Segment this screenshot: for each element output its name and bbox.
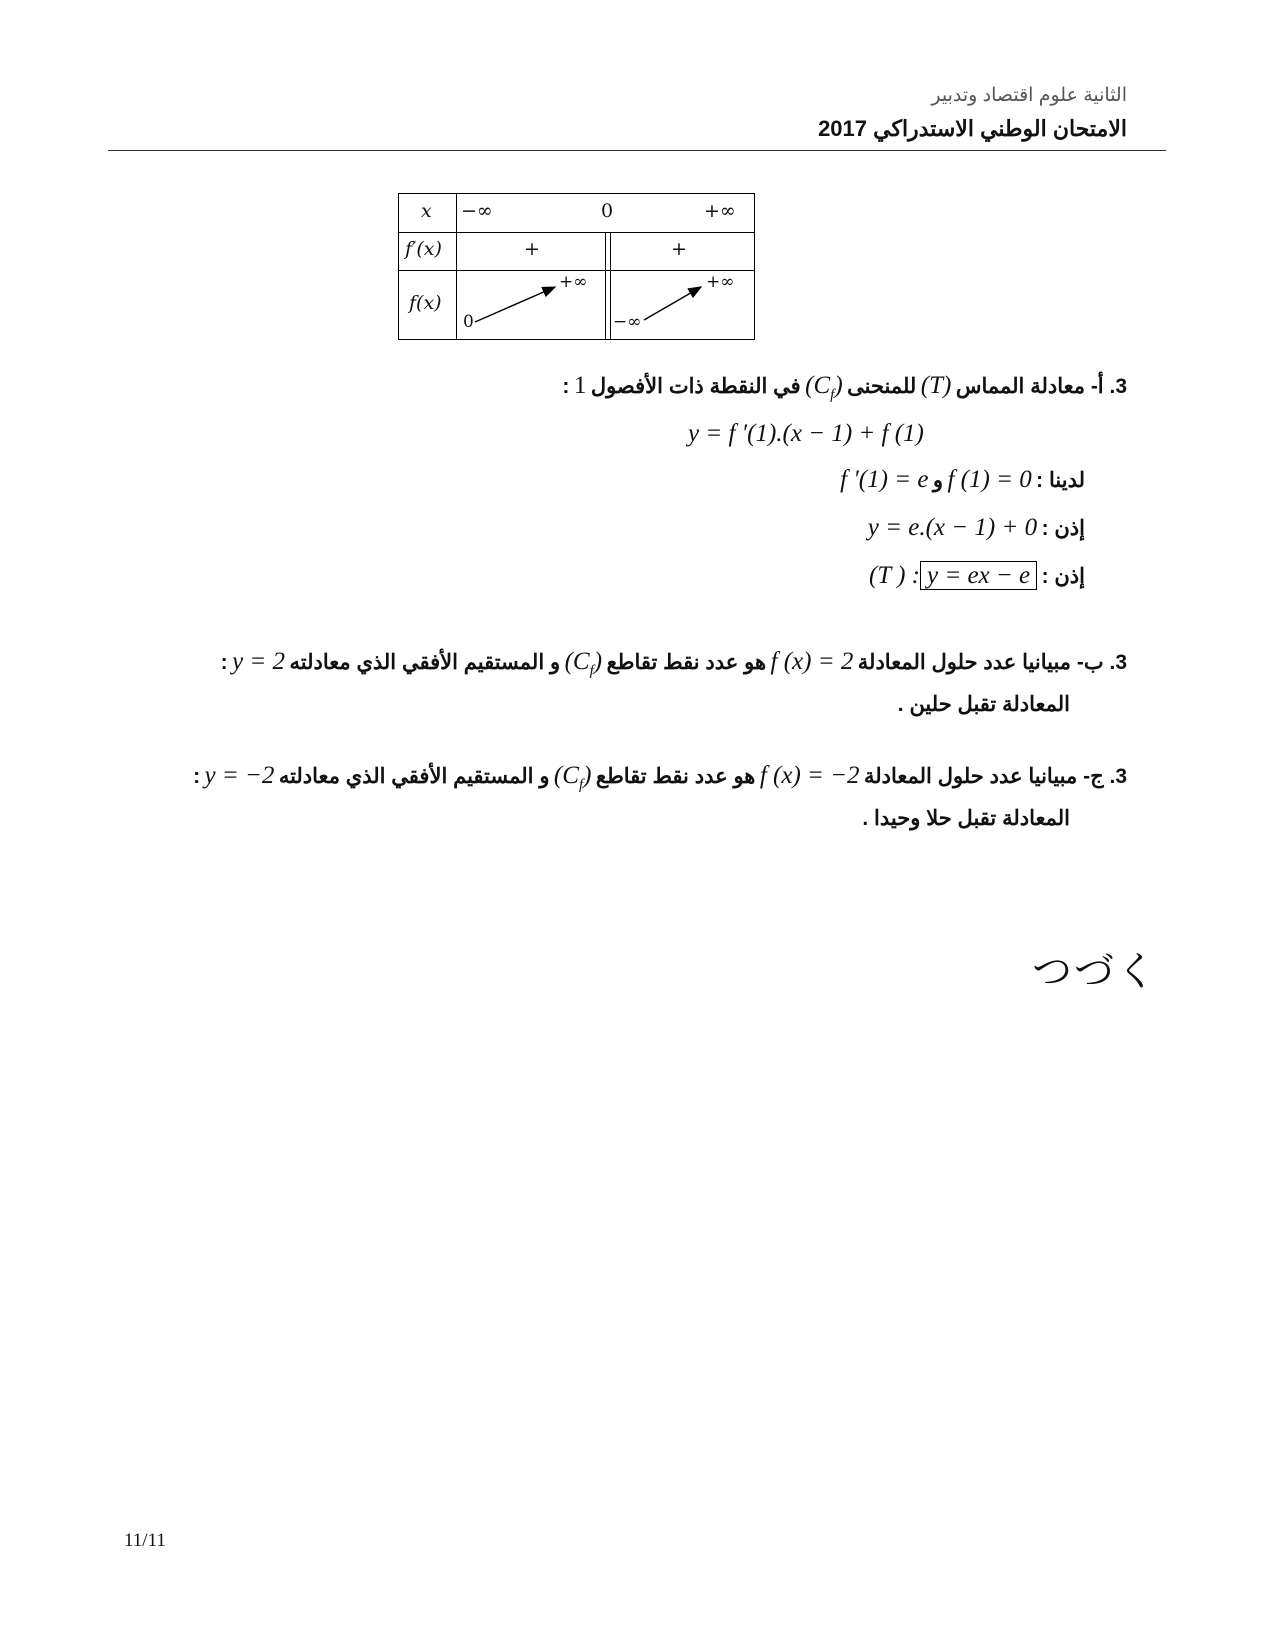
x-value-plus-inf: +∞	[704, 200, 736, 222]
header-subject: الثانية علوم اقتصاد وتدبير	[931, 85, 1127, 106]
q3a-substitution: إذن : y = e.(x − 1) + 0	[867, 514, 1085, 541]
q3a-given-values: لدينا : f (1) = 0 و f ′(1) = e	[840, 466, 1085, 493]
f-left-start: 0	[463, 312, 474, 332]
q3b-conclusion: المعادلة تقبل حلين .	[897, 693, 1070, 716]
variation-table	[398, 193, 755, 340]
tangent-formula: y = f ′(1).(x − 1) + f (1)	[688, 420, 924, 447]
variation-arrows	[399, 194, 754, 339]
increase-arrow-left	[475, 287, 555, 322]
q3a-result: إذن : (T ) : y = ex − e	[869, 562, 1085, 589]
f-right-start: −∞	[613, 312, 642, 332]
q3c-conclusion: المعادلة تقبل حلا وحيدا .	[862, 807, 1070, 830]
x-value-zero: 0	[601, 200, 614, 222]
increase-arrow-right	[644, 287, 701, 320]
header-exam-title: الامتحان الوطني الاستدراكي 2017	[818, 116, 1127, 141]
sign-left: +	[524, 238, 540, 260]
tangent-equation-box: y = ex − e	[920, 561, 1037, 590]
q3b-statement: 3. ب- مبيانيا عدد حلول المعادلة f (x) = 2 هو عدد نقط تقاطع $(C_f)$ و المستقيم الأفقي الذي معادلته y = 2 :	[220, 648, 1127, 679]
continued-mark: つづく	[1032, 949, 1158, 995]
row-label-fprime: f′(x)	[405, 238, 442, 260]
row-label-x: x	[421, 200, 432, 222]
page-number: 11/11	[124, 1530, 166, 1551]
q3a-title: 3. أ- معادلة المماس (T) للمنحنى $(C_f)$ في النقطة ذات الأفصول 1 :	[562, 372, 1127, 403]
sign-right: +	[671, 238, 687, 260]
f-left-end: +∞	[559, 272, 588, 292]
q3c-statement: 3. ج- مبيانيا عدد حلول المعادلة f (x) = −2 هو عدد نقط تقاطع $(C_f)$ و المستقيم الأفقي الذي معادلته y = −2 :	[193, 762, 1127, 793]
row-label-f: f(x)	[409, 292, 442, 314]
header-rule	[108, 150, 1166, 151]
f-right-end: +∞	[706, 272, 735, 292]
x-value-minus-inf: −∞	[461, 200, 493, 222]
